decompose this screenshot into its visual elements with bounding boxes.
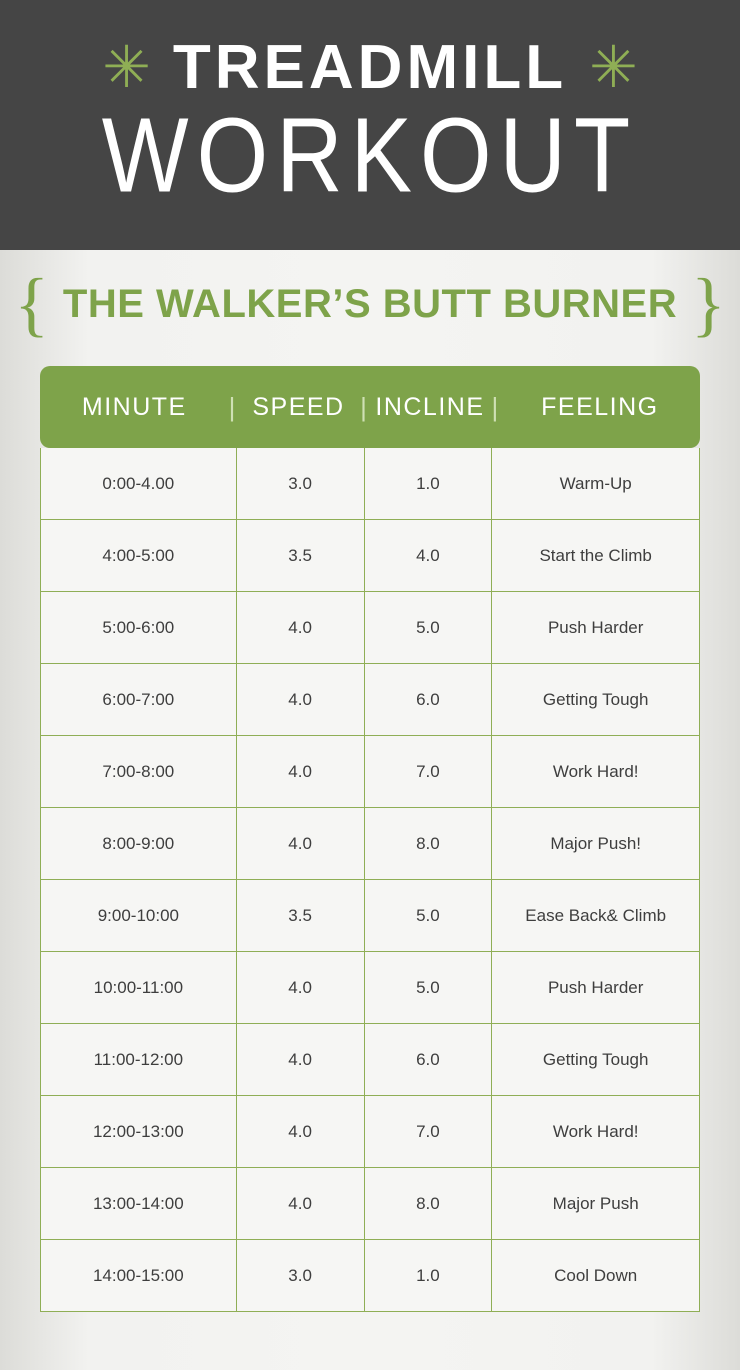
table-row xyxy=(41,448,699,520)
page-subtitle-large: WORKOUT xyxy=(101,97,639,215)
cell-incline: 5.0 xyxy=(365,952,493,1023)
cell-feeling: Major Push xyxy=(552,1194,639,1213)
cell-incline: 1.0 xyxy=(365,448,493,519)
cell-incline: 5.0 xyxy=(365,880,493,951)
cell-minute: 8:00-9:00 xyxy=(41,808,237,879)
cell-minute: 0:00-4.00 xyxy=(41,448,237,519)
cell-speed: 4.0 xyxy=(237,952,365,1023)
cell-minute: 11:00-12:00 xyxy=(41,1024,237,1095)
brace-right: } xyxy=(691,264,726,344)
cell-speed: 4.0 xyxy=(237,1168,365,1239)
cell-incline: 4.0 xyxy=(365,520,493,591)
page-title: TREADMILL xyxy=(172,33,568,102)
table-row xyxy=(41,664,699,736)
cell-incline: 8.0 xyxy=(365,1168,493,1239)
title-row xyxy=(0,33,740,102)
cell-feeling: Getting Tough xyxy=(542,690,649,709)
column-separator: | xyxy=(491,391,500,422)
table-row xyxy=(41,736,699,808)
cell-feeling: Warm-Up xyxy=(559,474,632,493)
cell-feeling: Push Harder xyxy=(547,618,644,637)
cell-speed: 3.0 xyxy=(237,1240,365,1311)
star-icon: ✳ xyxy=(102,35,151,100)
cell-speed: 3.5 xyxy=(237,520,365,591)
cell-speed: 4.0 xyxy=(237,808,365,879)
table-row xyxy=(41,1240,699,1311)
cell-incline: 7.0 xyxy=(365,1096,493,1167)
column-header-feeling: FEELING xyxy=(541,392,659,421)
column-header-speed: SPEED xyxy=(252,392,345,421)
cell-speed: 4.0 xyxy=(237,1024,365,1095)
poster-header xyxy=(0,0,740,250)
cell-speed: 4.0 xyxy=(237,592,365,663)
cell-speed: 3.0 xyxy=(237,448,365,519)
cell-minute: 13:00-14:00 xyxy=(41,1168,237,1239)
cell-minute: 12:00-13:00 xyxy=(41,1096,237,1167)
table-row xyxy=(41,1096,699,1168)
cell-minute: 14:00-15:00 xyxy=(41,1240,237,1311)
cell-incline: 5.0 xyxy=(365,592,493,663)
cell-feeling: Major Push! xyxy=(550,834,642,853)
table-row xyxy=(41,1168,699,1240)
table-row xyxy=(41,808,699,880)
cell-minute: 5:00-6:00 xyxy=(41,592,237,663)
table-header-row xyxy=(40,366,700,448)
table-row xyxy=(41,592,699,664)
cell-minute: 7:00-8:00 xyxy=(41,736,237,807)
star-icon: ✳ xyxy=(589,35,638,100)
brace-left: { xyxy=(14,264,49,344)
cell-speed: 4.0 xyxy=(237,664,365,735)
cell-feeling: Start the Climb xyxy=(539,546,652,565)
cell-incline: 7.0 xyxy=(365,736,493,807)
table-body xyxy=(40,448,700,1312)
workout-table xyxy=(40,366,700,1312)
cell-minute: 6:00-7:00 xyxy=(41,664,237,735)
subtitle-row xyxy=(0,264,740,344)
column-header-incline: INCLINE xyxy=(375,392,485,421)
cell-incline: 6.0 xyxy=(365,664,493,735)
cell-incline: 6.0 xyxy=(365,1024,493,1095)
cell-speed: 3.5 xyxy=(237,880,365,951)
column-separator: | xyxy=(360,391,369,422)
workout-subtitle: THE WALKER’S BUTT BURNER xyxy=(62,281,678,326)
cell-feeling: Cool Down xyxy=(554,1266,638,1285)
cell-minute: 4:00-5:00 xyxy=(41,520,237,591)
table-row xyxy=(41,952,699,1024)
cell-speed: 4.0 xyxy=(237,1096,365,1167)
cell-incline: 1.0 xyxy=(365,1240,493,1311)
cell-feeling: Ease Back & Climb xyxy=(525,906,667,925)
cell-feeling: Work Hard! xyxy=(552,762,639,781)
cell-feeling: Getting Tough xyxy=(542,1050,649,1069)
cell-incline: 8.0 xyxy=(365,808,493,879)
column-header-minute: MINUTE xyxy=(81,392,187,421)
table-row xyxy=(41,520,699,592)
cell-feeling: Push Harder xyxy=(547,978,644,997)
cell-minute: 9:00-10:00 xyxy=(41,880,237,951)
table-row xyxy=(41,1024,699,1096)
cell-feeling: Work Hard! xyxy=(552,1122,639,1141)
cell-minute: 10:00-11:00 xyxy=(41,952,237,1023)
cell-speed: 4.0 xyxy=(237,736,365,807)
column-separator: | xyxy=(228,391,237,422)
table-row xyxy=(41,880,699,952)
